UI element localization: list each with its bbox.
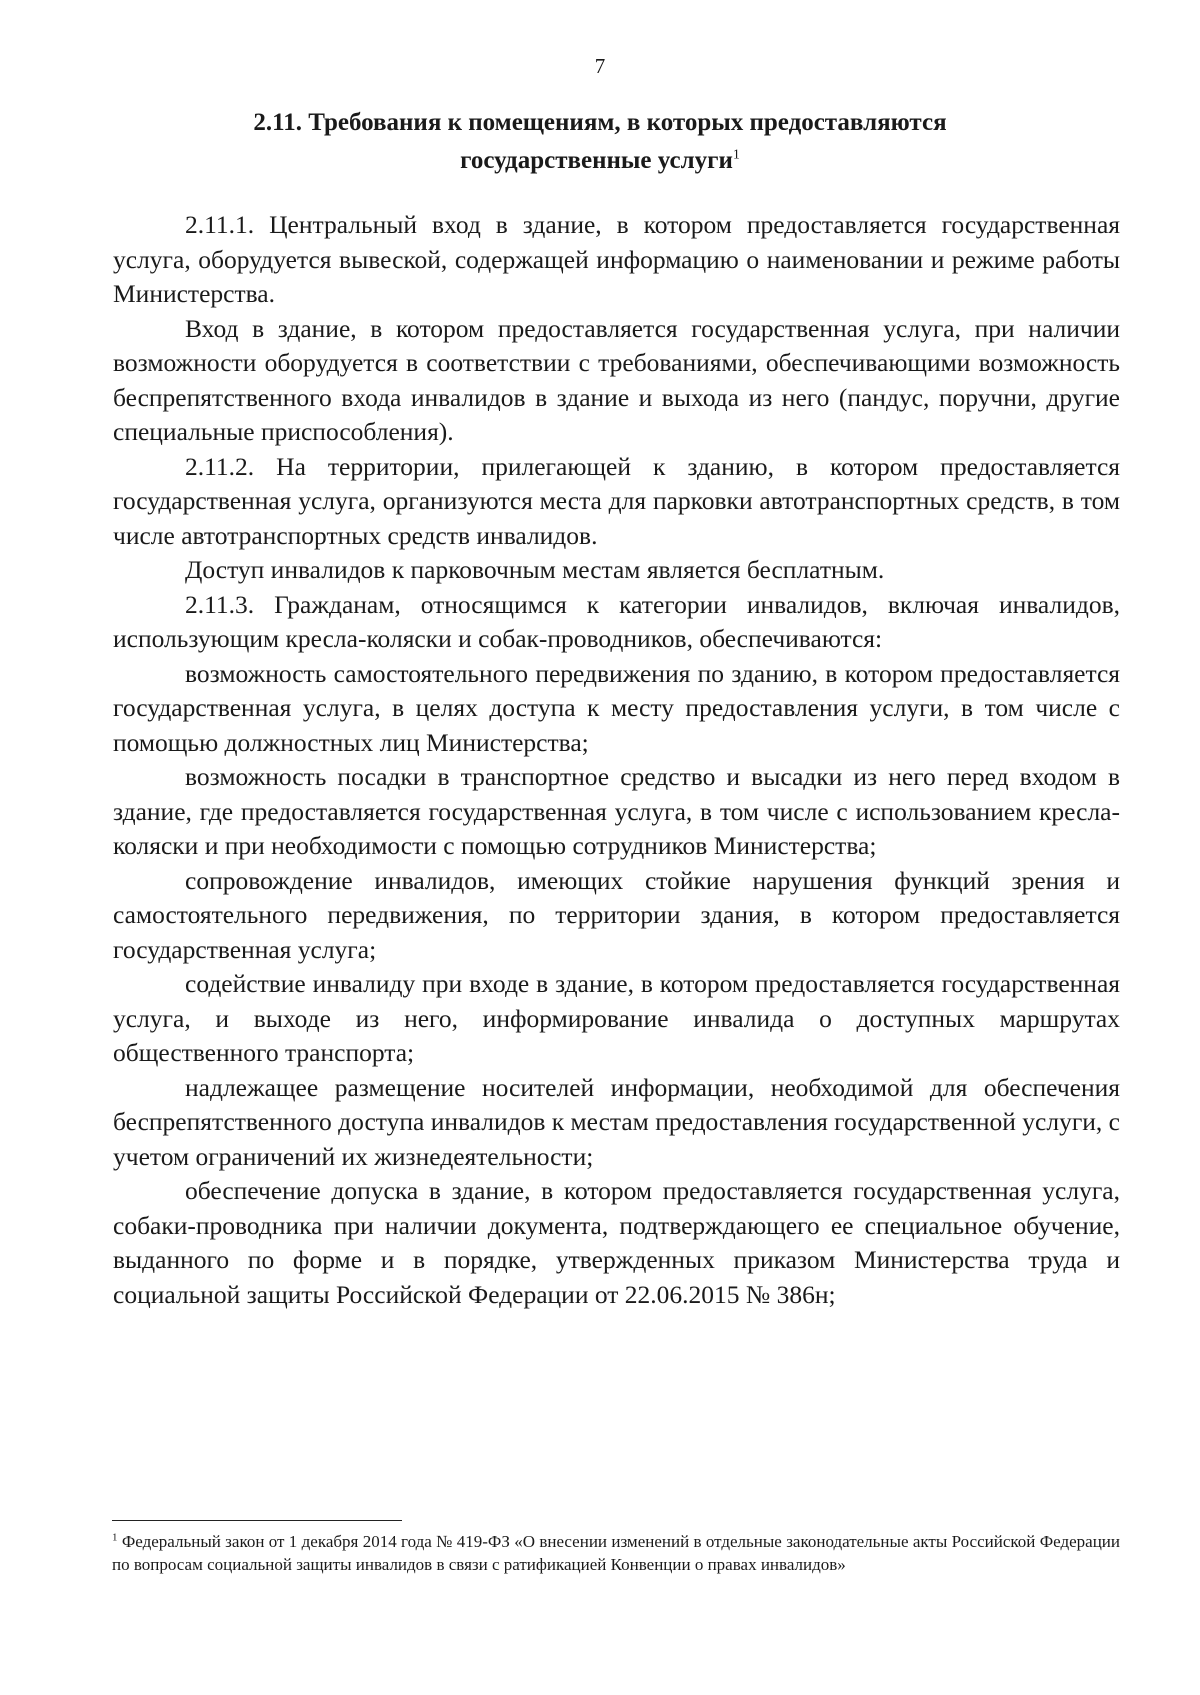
paragraph-2-11-3: 2.11.3. Гражданам, относящимся к категории инвалидов, включая инвалидов, использующим кресла-коляски и собак-проводников, обеспечиваются:: [113, 589, 1120, 653]
page-number: 7: [594, 54, 606, 78]
paragraph-entrance: Вход в здание, в котором предоставляется государственная услуга, при наличии возможности оборудуется в соответствии с требованиями, обеспечивающими возможность беспрепятственного входа инвалидов в здание и выхода из него (пандус, поручни, другие специальные приспособления).: [113, 313, 1120, 446]
section-heading-line-2-text: государственные услуги: [460, 147, 733, 174]
list-item-information-carriers: надлежащее размещение носителей информации, необходимой для обеспечения беспрепятственного доступа инвалидов к местам предоставления государственной услуги, с учетом ограничений их жизнедеятельности;: [113, 1072, 1121, 1171]
section-heading-line-2: [140, 142, 1060, 180]
section-heading-line-1: 2.11. Требования к помещениям, в которых предоставляются: [253, 109, 947, 136]
list-item-movement: возможность самостоятельного передвижения по зданию, в котором предоставляется государственная услуга, в целях доступа к месту предоставления услуги, в том числе с помощью должностных лиц Министерства;: [113, 658, 1120, 757]
footnote: [112, 1530, 1120, 1576]
footnote-separator: [112, 1520, 402, 1521]
footnote-marker: 1: [112, 1531, 118, 1544]
footnote-reference[interactable]: 1: [732, 147, 740, 163]
paragraph-parking-free: Доступ инвалидов к парковочным местам является бесплатным.: [185, 555, 885, 584]
body-text: [113, 208, 1120, 1312]
list-item-assistance: содействие инвалиду при входе в здание, в котором предоставляется государственная услуга, и выходе из него, информирование инвалида о доступных маршрутах общественного транспорта;: [113, 969, 1120, 1067]
section-heading: [140, 104, 1060, 180]
list-item-boarding: возможность посадки в транспортное средство и высадки из него перед входом в здание, где предоставляется государственная услуга, в том числе с использованием кресла-коляски и при необходимости с помощью сотрудников Министерства;: [113, 762, 1120, 860]
paragraph-2-11-1: 2.11.1. Центральный вход в здание, в котором предоставляется государственная услуга, оборудуется вывеской, содержащей информацию о наименовании и режиме работы Министерства.: [113, 210, 1120, 308]
list-item-escort: сопровождение инвалидов, имеющих стойкие нарушения функций зрения и самостоятельного передвижения, по территории здания, в котором предоставляется государственная услуга;: [113, 865, 1120, 964]
list-item-guide-dog: обеспечение допуска в здание, в котором предоставляется государственная услуга, собаки-проводника при наличии документа, подтверждающего ее специальное обучение, выданного по форме и в порядке, утвержденных приказом Министерства труда и социальной защиты Российской Федерации от 22.06.2015 № 386н;: [113, 1176, 1120, 1309]
paragraph-2-11-2: 2.11.2. На территории, прилегающей к зданию, в котором предоставляется государственная услуга, организуются места для парковки автотранспортных средств, в том числе автотранспортных средств инвалидов.: [113, 451, 1120, 550]
footnote-text: Федеральный закон от 1 декабря 2014 года № 419-ФЗ «О внесении изменений в отдельные законодательные акты Российской Федерации по вопросам социальной защиты инвалидов в связи с ратификацией Конвенции о правах инвалидов»: [112, 1532, 1120, 1574]
